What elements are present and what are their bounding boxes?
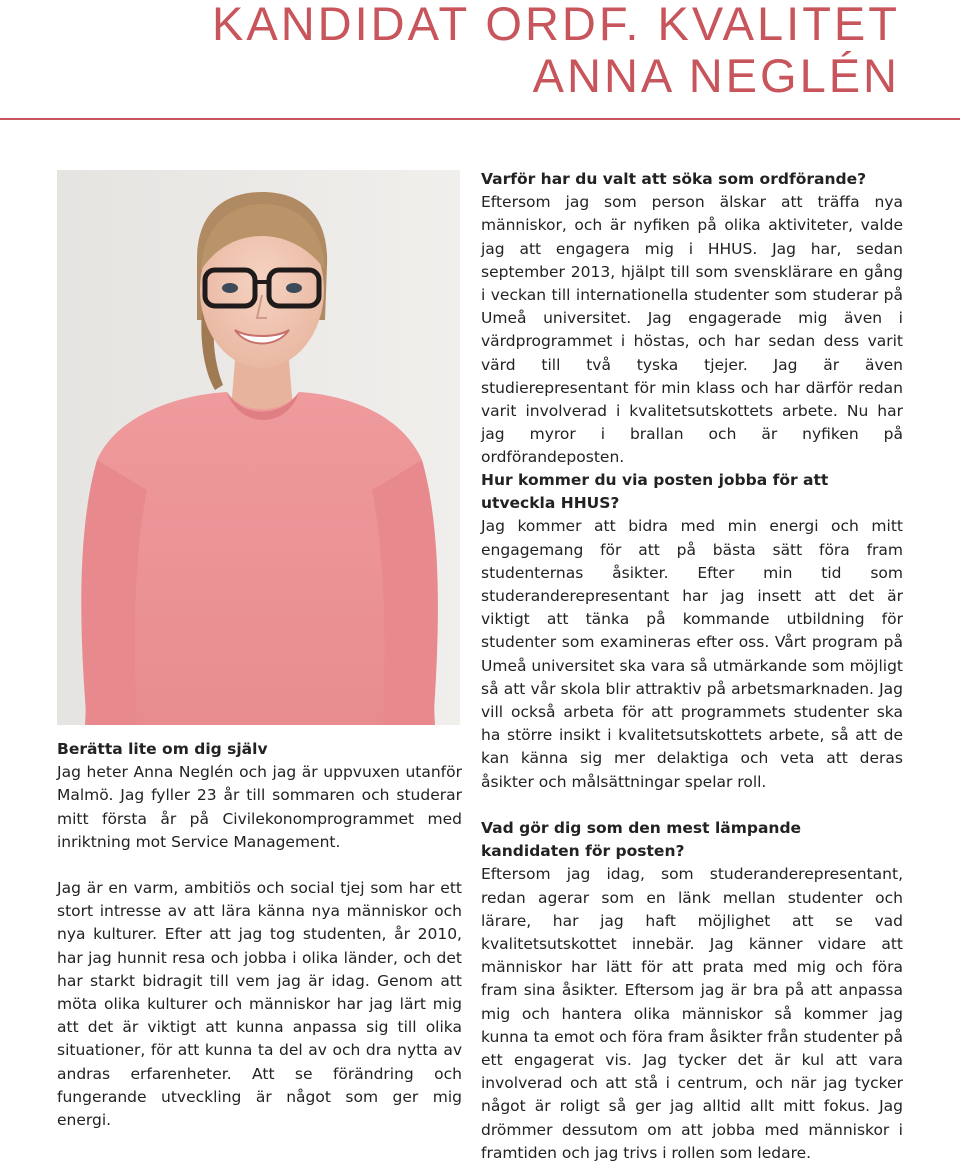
- section-body: Jag kommer att bidra med min energi och mitt engagemang för att på bästa sätt föra fram studenternas åsikter. Efter min tid som studeranderepresentant har jag insett att det är viktigt att tänka på kommande utbildning för studenter som examineras efter oss. Vårt program på Umeå universitet ska vara så utmärkande som möjligt så att vår skola blir attraktiv på arbetsmarknaden. Jag vill också arbeta för att programmets studenter ska ha större insikt i kvalitetsutskottets arbete, så att de kan känna sig mer delaktiga och veta att deras åsikter och målsättningar spelar roll.: [481, 517, 903, 791]
- section-heading: Hur kommer du via posten jobba för att utveckla HHUS?: [481, 471, 829, 513]
- page-title-line-2: ANNA NEGLÉN: [532, 49, 900, 102]
- section-body-1: Jag heter Anna Neglén och jag är uppvuxen utanför Malmö. Jag fyller 23 år till sommaren och studerar mitt första år på Civilekonomprogrammet med inriktning mot Service Management.: [57, 763, 462, 851]
- section-body: Eftersom jag idag, som studeranderepresentant, redan agerar som en länk mellan studenter och lärare, har jag haft möjlighet att se vad kvalitetsutskottet innebär. Jag känner vidare att människor har lätt för att prata med mig och föra fram sina åsikter. Eftersom jag är bra på att anpassa mig och hantera olika människor så kommer jag kunna ta emot och föra fram åsikter från studenter på ett engagerat vis. Jag tycker det är kul att vara involverad och att stå i centrum, och när jag tycker något är roligt så ger jag alltid allt mitt fokus. Jag drömmer dessutom om att jobba med människor i framtiden och jag trivs i rollen som ledare.: [481, 865, 903, 1162]
- section-heading: Berätta lite om dig själv: [57, 740, 268, 758]
- section-heading: Varför har du valt att söka som ordförande?: [481, 170, 867, 188]
- section-why-chair: [481, 168, 903, 470]
- header-divider: [0, 118, 960, 120]
- section-about-me: [57, 738, 462, 1132]
- section-body-2: Jag är en varm, ambitiös och social tjej som har ett stort intresse av att lära känna nya människor och nya kulturer. Efter att jag tog studenten, år 2010, har jag hunnit resa och jobba i olika länder, och det har starkt bidragit till vem jag är idag. Genom att möta olika kulturer och människor har jag lärt mig att det är viktigt att kunna anpassa sig till olika situationer, för att kunna ta del av och dra nytta av andras erfarenheter. Att se förändring och fungerande utveckling är något som ger mig energi.: [57, 879, 462, 1130]
- section-heading: Vad gör dig som den mest lämpande kandidaten för posten?: [481, 819, 802, 861]
- page-header: [0, 0, 960, 118]
- candidate-portrait-photo: [57, 170, 460, 725]
- section-body: Eftersom jag som person älskar att träffa nya människor, och är nyfiken på olika aktiviteter, valde jag att engagera mig i HHUS. Jag har, sedan september 2013, hjälpt till som svensklärare en gång i veckan till internationella studenter som studerar på Umeå universitet. Jag engagerade mig även i värdprogrammet i höstas, och har sedan dess varit värd till två tyska tjejer. Jag är även studierepresentant för min klass och har därför redan varit involverad i kvalitetsutskottets arbete. Nu har jag myror i brallan och är nyfiken på ordförandeposten.: [481, 193, 903, 467]
- portrait-illustration: [57, 170, 460, 725]
- section-how-develop: [481, 469, 903, 794]
- section-best-candidate: [481, 817, 903, 1165]
- page-title-line-1: KANDIDAT ORDF. KVALITET: [212, 0, 900, 50]
